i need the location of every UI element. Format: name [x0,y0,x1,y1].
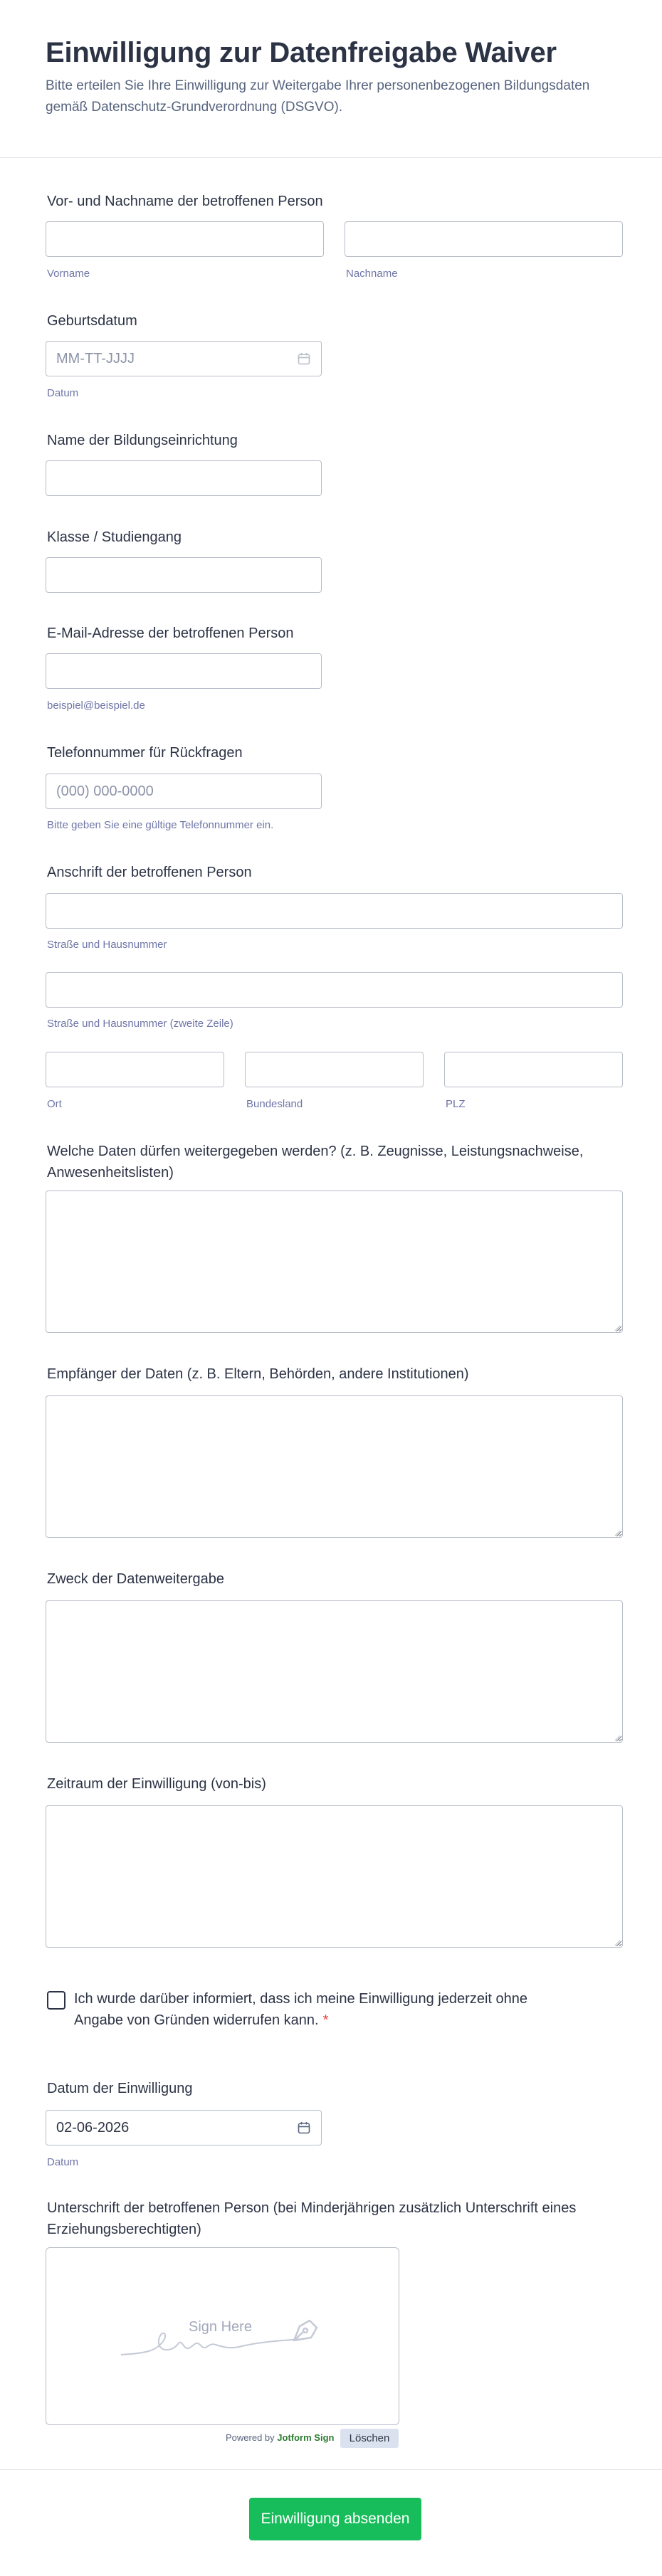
data-shared-label: Welche Daten dürfen weitergegeben werden? (z. B. Zeugnisse, Leistungsnachweise, Anwesenheitslisten) [47,1144,584,1181]
institution-input[interactable] [46,460,322,496]
pen-icon [290,2316,321,2345]
period-textarea[interactable] [46,1805,623,1948]
zip-input[interactable] [444,1052,623,1087]
email-sublabel: beispiel@beispiel.de [47,700,145,712]
purpose-label: Zweck der Datenweitergabe [47,1571,225,1587]
consent-label [74,1988,572,2031]
email-label: E-Mail-Adresse der betroffenen Person [47,625,294,641]
consent-text: Ich wurde darüber informiert, dass ich meine Einwilligung jederzeit ohne Angabe von Gründen widerrufen kann. [74,1991,527,2028]
resize-grip-icon[interactable] [614,1939,621,1946]
recipients-textarea[interactable] [46,1395,623,1538]
signature-pad[interactable] [46,2247,399,2425]
powered-brand: Jotform Sign [277,2432,335,2443]
email-input[interactable] [46,653,322,689]
street-input[interactable] [46,893,623,929]
phone-sublabel: Bitte geben Sie eine gültige Telefonnummer ein. [47,819,274,831]
data-shared-textarea[interactable] [46,1191,623,1333]
city-sublabel: Ort [47,1098,62,1110]
zip-sublabel: PLZ [446,1098,466,1110]
signature-label: Unterschrift der betroffenen Person (bei Minderjährigen zusätzlich Unterschrift eines Erziehungsberechtigten) [47,2200,577,2237]
powered-by [226,2432,334,2443]
submit-button[interactable]: Einwilligung absenden [249,2498,421,2540]
name-label: Vor- und Nachname der betroffenen Person [47,194,323,209]
street-sublabel: Straße und Hausnummer [47,939,167,951]
phone-label: Telefonnummer für Rückfragen [47,745,243,761]
calendar-icon[interactable] [298,2121,310,2134]
footer-divider [0,2469,662,2470]
form-title: Einwilligung zur Datenfreigabe Waiver [46,37,557,68]
form-subtitle: Bitte erteilen Sie Ihre Einwilligung zur Weitergabe Ihrer personenbezogenen Bildungsdaten gemäß Datenschutz-Grundverordnung (DSGVO). [46,78,590,115]
clear-signature-button[interactable]: Löschen [340,2429,399,2448]
recipients-label: Empfänger der Daten (z. B. Eltern, Behörden, andere Institutionen) [47,1366,469,1382]
consent-date-label: Datum der Einwilligung [47,2081,193,2096]
last-name-sublabel: Nachname [346,268,398,280]
class-input[interactable] [46,557,322,593]
resize-grip-icon[interactable] [614,1529,621,1536]
birthdate-input[interactable] [46,341,322,376]
resize-grip-icon[interactable] [614,1734,621,1741]
state-input[interactable] [245,1052,424,1087]
first-name-input[interactable] [46,221,324,257]
class-label: Klasse / Studiengang [47,529,182,545]
phone-input[interactable] [46,774,322,809]
powered-prefix: Powered by [226,2432,275,2443]
first-name-sublabel: Vorname [47,268,90,280]
last-name-input[interactable] [345,221,623,257]
resize-grip-icon[interactable] [614,1324,621,1331]
street2-input[interactable] [46,972,623,1008]
sign-here-hint: Sign Here [189,2319,252,2335]
city-input[interactable] [46,1052,224,1087]
form-header [0,0,662,158]
institution-label: Name der Bildungseinrichtung [47,433,238,448]
address-label: Anschrift der betroffenen Person [47,865,252,880]
purpose-textarea[interactable] [46,1600,623,1743]
birthdate-label: Geburtsdatum [47,313,137,329]
consent-date-input[interactable] [46,2110,322,2145]
consent-date-sublabel: Datum [47,2156,79,2168]
required-mark: * [322,2012,329,2028]
period-label: Zeitraum der Einwilligung (von-bis) [47,1776,266,1792]
street2-sublabel: Straße und Hausnummer (zweite Zeile) [47,1018,233,1030]
calendar-icon[interactable] [298,352,310,365]
birthdate-sublabel: Datum [47,387,79,399]
state-sublabel: Bundesland [246,1098,303,1110]
consent-checkbox[interactable] [47,1991,65,2010]
